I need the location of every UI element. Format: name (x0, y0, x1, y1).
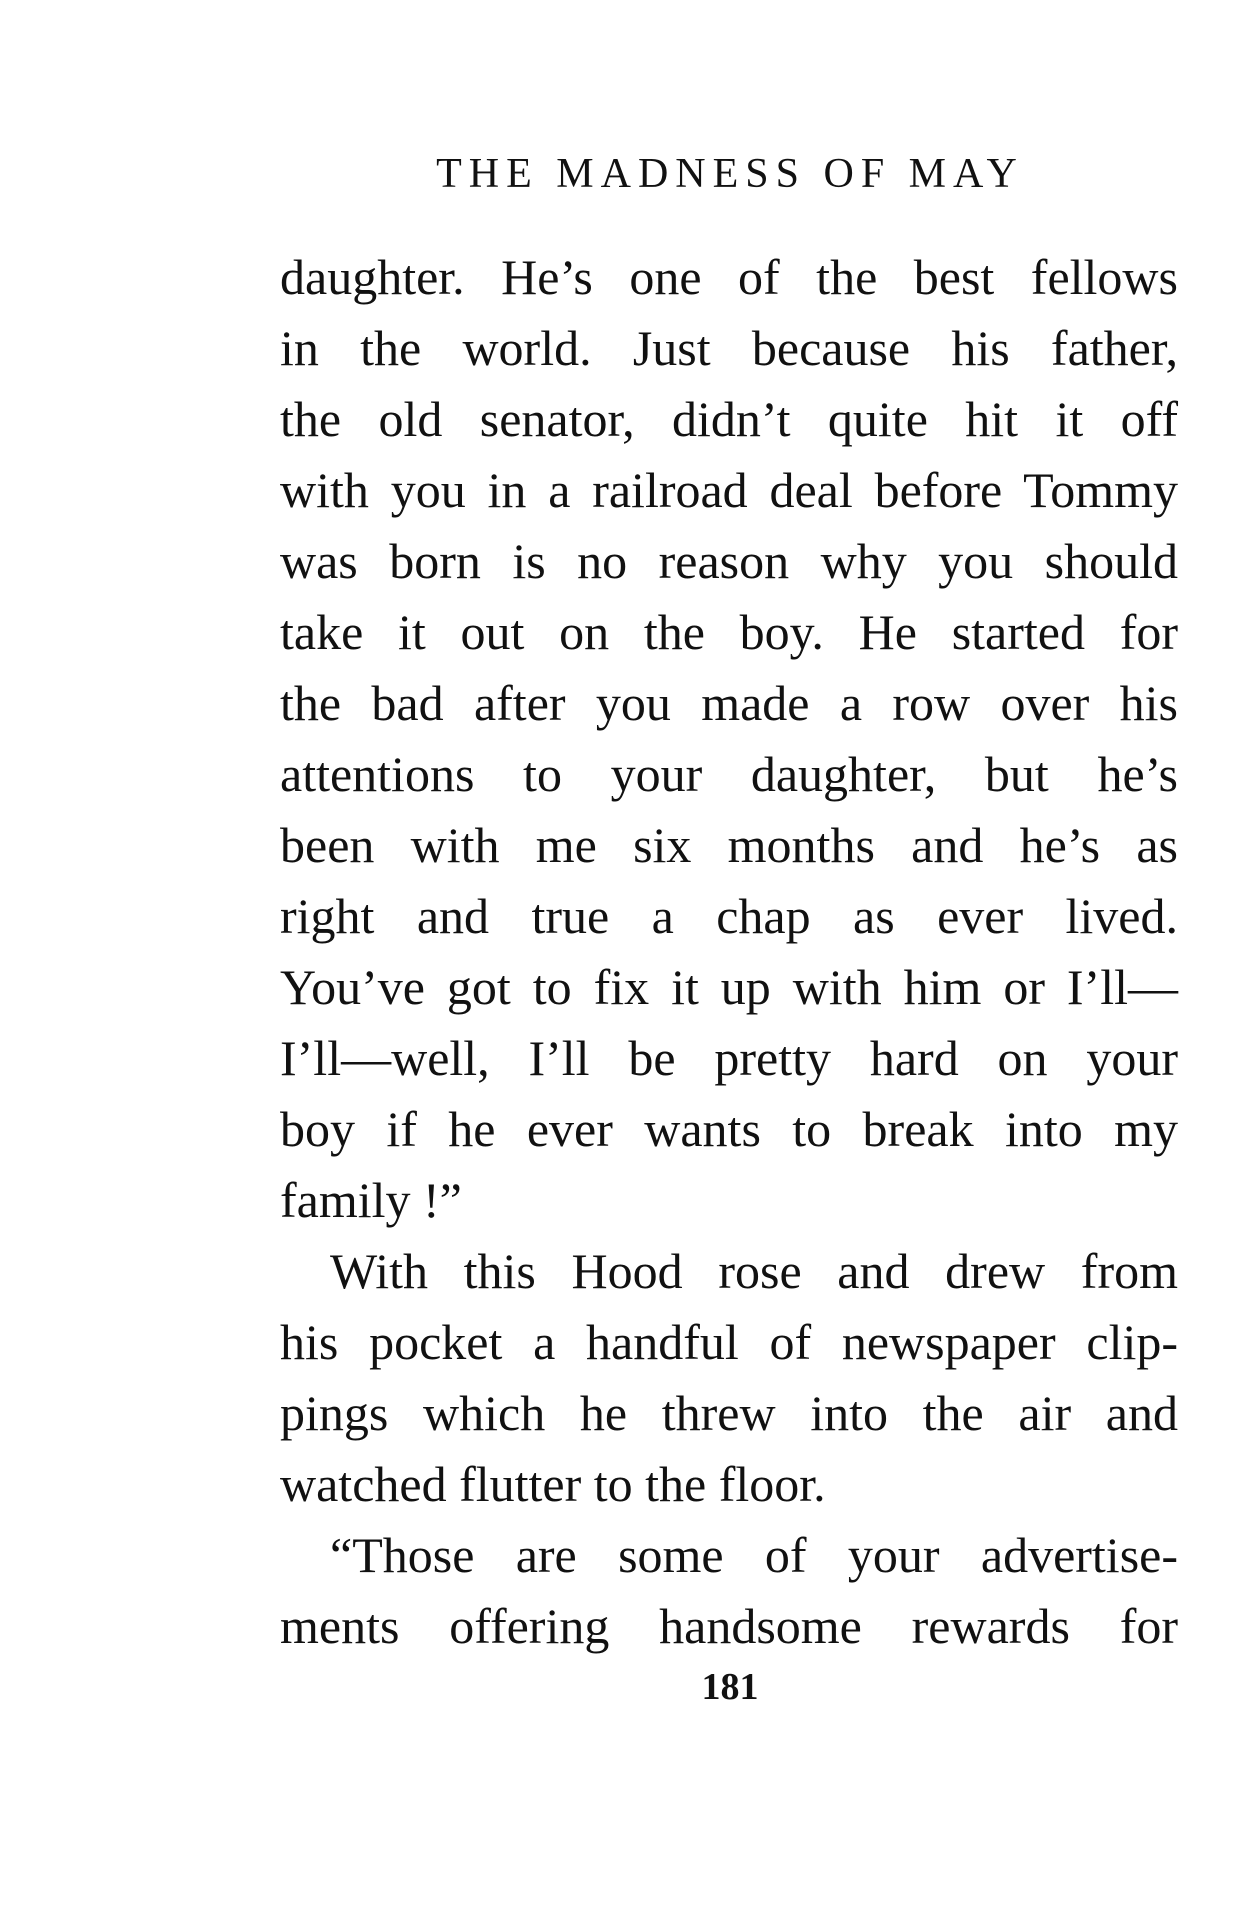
text-line: take it out on the boy. He started for (280, 604, 1178, 660)
text-line: boy if he ever wants to break into my (280, 1101, 1178, 1157)
text-line: I’ll—well, I’ll be pretty hard on your (280, 1030, 1178, 1086)
text-line: attentions to your daughter, but he’s (280, 746, 1178, 802)
text-line: You’ve got to fix it up with him or I’ll— (280, 959, 1178, 1015)
page-number: 181 (701, 1666, 759, 1708)
text-line: right and true a chap as ever lived. (280, 888, 1178, 944)
body-text (280, 242, 1178, 1662)
text-line: family !” (280, 1172, 462, 1228)
running-head: THE MADNESS OF MAY (436, 151, 1024, 197)
text-line: with you in a railroad deal before Tommy (280, 462, 1178, 518)
text-line: the old senator, didn’t quite hit it off (280, 391, 1178, 447)
text-line: pings which he threw into the air and (280, 1385, 1178, 1441)
text-line: in the world. Just because his father, (280, 320, 1178, 376)
text-line: been with me six months and he’s as (280, 817, 1178, 873)
text-line: watched flutter to the floor. (280, 1456, 826, 1512)
text-line: was born is no reason why you should (280, 533, 1178, 589)
text-line: the bad after you made a row over his (280, 675, 1178, 731)
text-line: With this Hood rose and drew from (330, 1243, 1178, 1299)
text-line: daughter. He’s one of the best fellows (280, 249, 1178, 305)
text-line: ments offering handsome rewards for (280, 1598, 1178, 1654)
text-line: his pocket a handful of newspaper clip- (280, 1314, 1178, 1370)
text-line: “Those are some of your advertise- (330, 1527, 1178, 1583)
